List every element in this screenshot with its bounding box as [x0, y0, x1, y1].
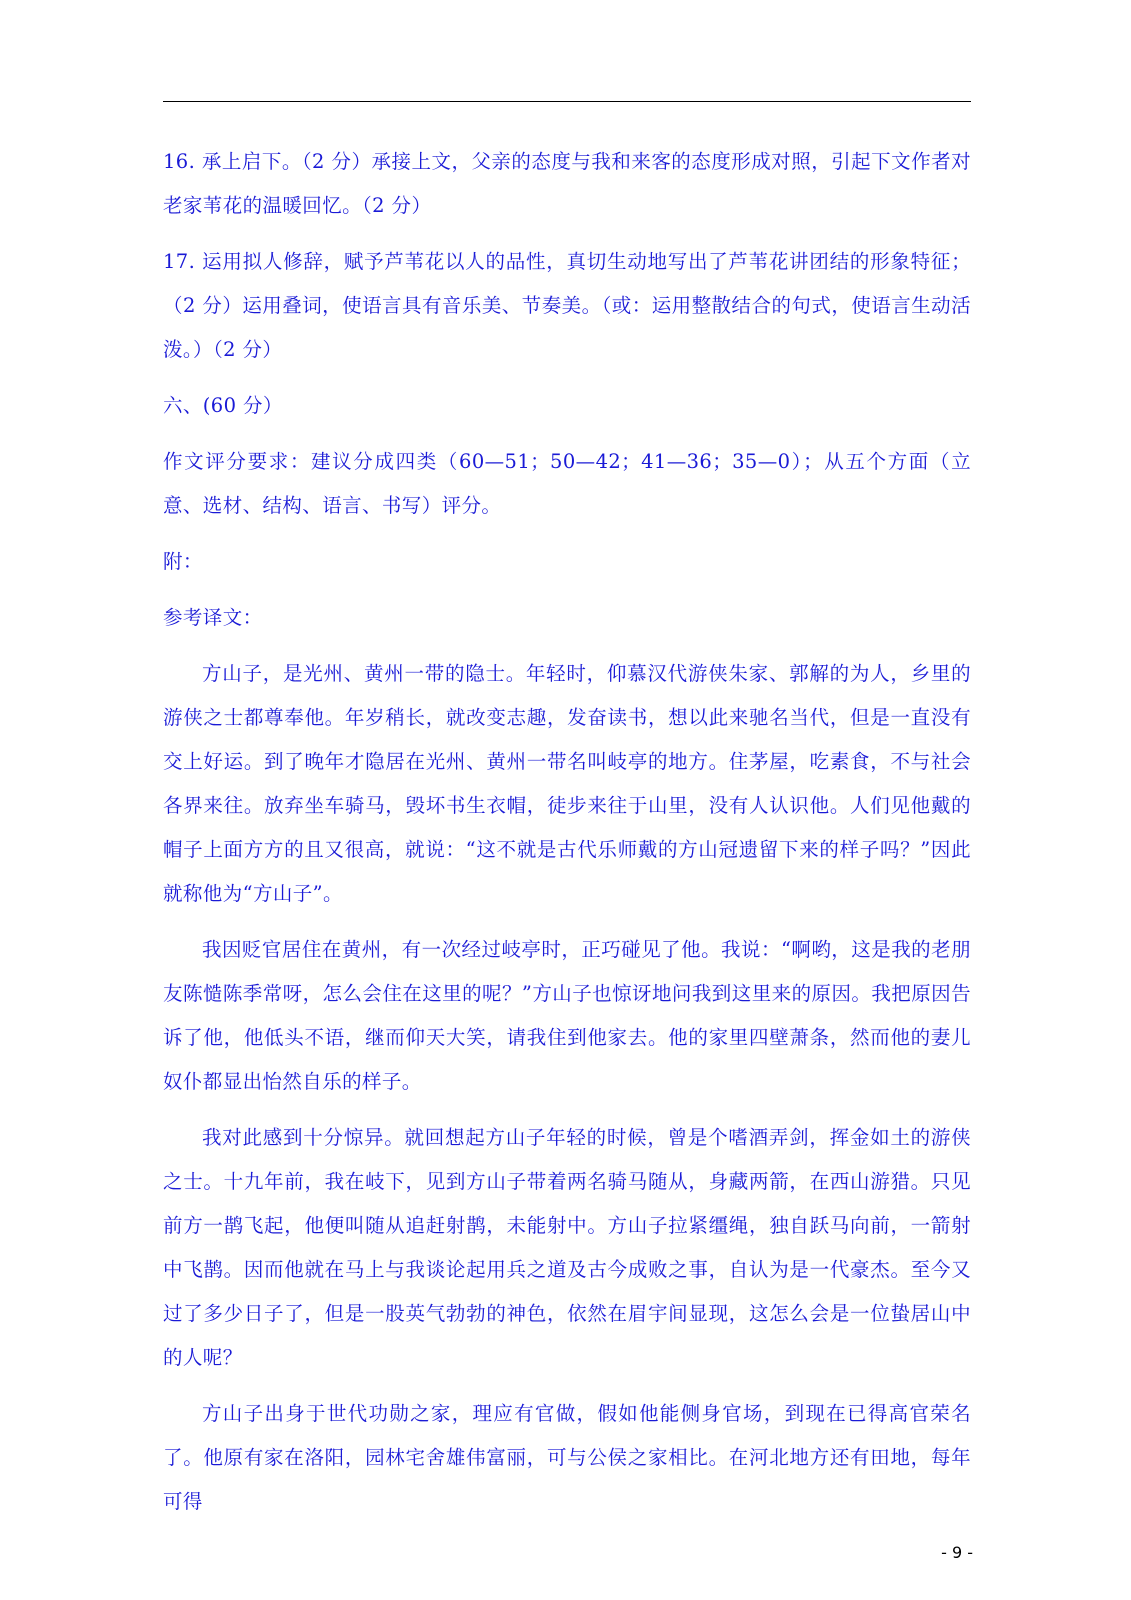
page-number: - 9 - — [941, 1543, 973, 1562]
translation-paragraph-2: 我因贬官居住在黄州，有一次经过岐亭时，正巧碰见了他。我说：“啊哟，这是我的老朋友陈慥陈季常呀，怎么会住在这里的呢？”方山子也惊讶地问我到这里来的原因。我把原因告诉了他，他低头不语，继而仰天大笑，请我住到他家去。他的家里四壁萧条，然而他的妻儿奴仆都显出怡然自乐的样子。 — [163, 938, 971, 1093]
answer-16: 16. 承上启下。（2 分）承接上文，父亲的态度与我和来客的态度形成对照，引起下文作者对老家苇花的温暖回忆。（2 分） — [163, 150, 971, 217]
translation-paragraph-4: 方山子出身于世代功勋之家，理应有官做，假如他能侧身官场，到现在已得高官荣名了。他原有家在洛阳，园林宅舍雄伟富丽，可与公侯之家相比。在河北地方还有田地，每年可得 — [163, 1402, 971, 1513]
translation-heading: 参考译文： — [163, 606, 263, 629]
appendix-label: 附： — [163, 550, 203, 573]
translation-paragraph-3: 我对此感到十分惊异。就回想起方山子年轻的时候，曾是个嗜酒弄剑，挥金如土的游侠之士。十九年前，我在岐下，见到方山子带着两名骑马随从，身藏两箭，在西山游猎。只见前方一鹊飞起，他便叫随从追赶射鹊，未能射中。方山子拉紧缰绳，独自跃马向前，一箭射中飞鹊。因而他就在马上与我谈论起用兵之道及古今成败之事，自认为是一代豪杰。至今又过了多少日子了，但是一股英气勃勃的神色，依然在眉宇间显现，这怎么会是一位蛰居山中的人呢？ — [163, 1126, 971, 1369]
essay-scoring-criteria: 作文评分要求：建议分成四类（60—51；50—42；41—36；35—0）；从五个方面（立意、选材、结构、语言、书写）评分。 — [163, 450, 971, 517]
document-body — [163, 140, 971, 1536]
header-rule — [163, 101, 971, 102]
translation-paragraph-1: 方山子，是光州、黄州一带的隐士。年轻时，仰慕汉代游侠朱家、郭解的为人，乡里的游侠之士都尊奉他。年岁稍长，就改变志趣，发奋读书，想以此来驰名当代，但是一直没有交上好运。到了晚年才隐居在光州、黄州一带名叫岐亭的地方。住茅屋，吃素食，不与社会各界来往。放弃坐车骑马，毁坏书生衣帽，徒步来往于山里，没有人认识他。人们见他戴的帽子上面方方的且又很高，就说：“这不就是古代乐师戴的方山冠遗留下来的样子吗？”因此就称他为“方山子”。 — [163, 662, 971, 905]
answer-17: 17. 运用拟人修辞，赋予芦苇花以人的品性，真切生动地写出了芦苇花讲团结的形象特征；（2 分）运用叠词，使语言具有音乐美、节奏美。（或：运用整散结合的句式，使语言生动活泼。）（2 分） — [163, 250, 971, 361]
section-six-heading: 六、(60 分） — [163, 394, 283, 417]
